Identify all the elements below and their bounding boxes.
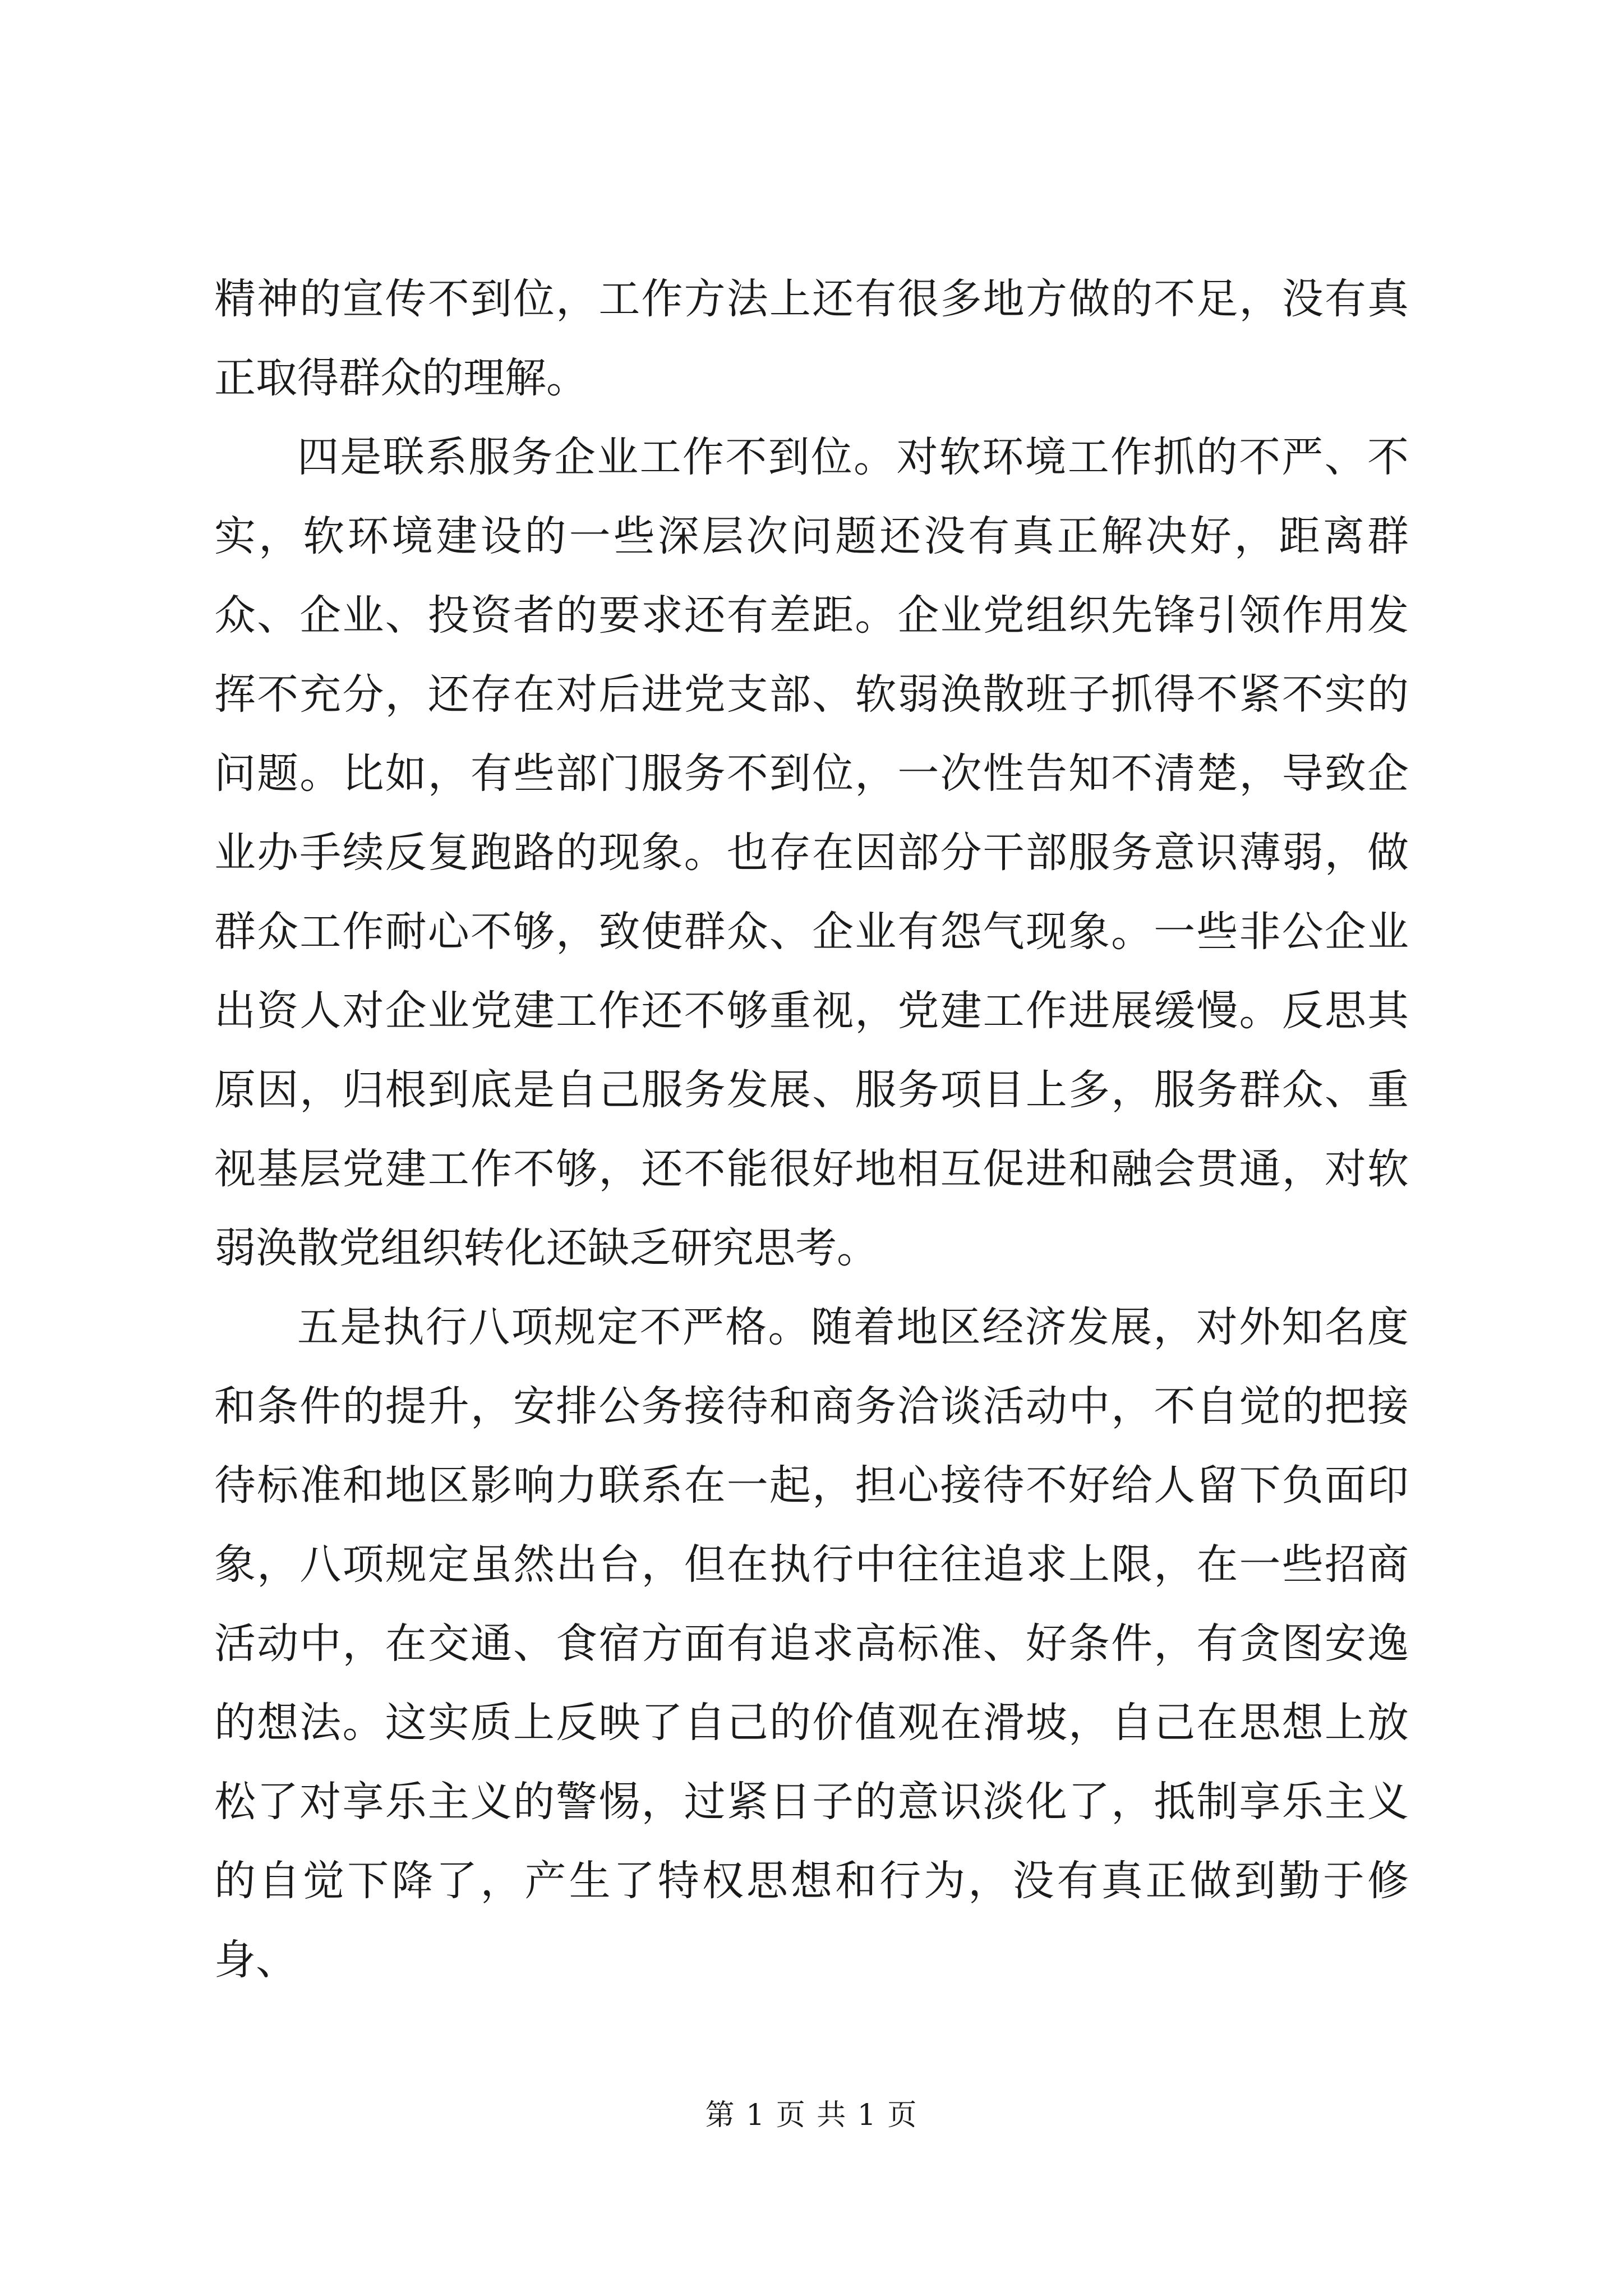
paragraph-four-enterprise-service: 四是联系服务企业工作不到位。对软环境工作抓的不严、不实，软环境建设的一些深层次问题还没有真正解决好，距离群众、企业、投资者的要求还有差距。企业党组织先锋引领作用发挥不充分，还存在对后进党支部、软弱涣散班子抓得不紧不实的问题。比如，有些部门服务不到位，一次性告知不清楚，导致企业办手续反复跑路的现象。也存在因部分干部服务意识薄弱，做群众工作耐心不够，致使群众、企业有怨气现象。一些非公企业出资人对企业党建工作还不够重视，党建工作进展缓慢。反思其原因，归根到底是自己服务发展、服务项目上多，服务群众、重视基层党建工作不够，还不能很好地相互促进和融会贯通，对软弱涣散党组织转化还缺乏研究思考。 — [214, 433, 1409, 1272]
document-body — [214, 260, 1409, 2000]
page-number-footer: 第 1 页 共 1 页 — [705, 2099, 918, 2132]
paragraph-five-eight-regulations: 五是执行八项规定不严格。随着地区经济发展，对外知名度和条件的提升，安排公务接待和商务洽谈活动中，不自觉的把接待标准和地区影响力联系在一起，担心接待不好给人留下负面印象，八项规定虽然出台，但在执行中往往追求上限，在一些招商活动中，在交通、食宿方面有追求高标准、好条件，有贪图安逸的想法。这实质上反映了自己的价值观在滑坡，自己在思想上放松了对享乐主义的警惕，过紧日子的意识淡化了，抵制享乐主义的自觉下降了，产生了特权思想和行为，没有真正做到勤于修身、 — [214, 1303, 1409, 1984]
paragraph-continued: 精神的宣传不到位，工作方法上还有很多地方做的不足，没有真正取得群众的理解。 — [214, 275, 1409, 402]
